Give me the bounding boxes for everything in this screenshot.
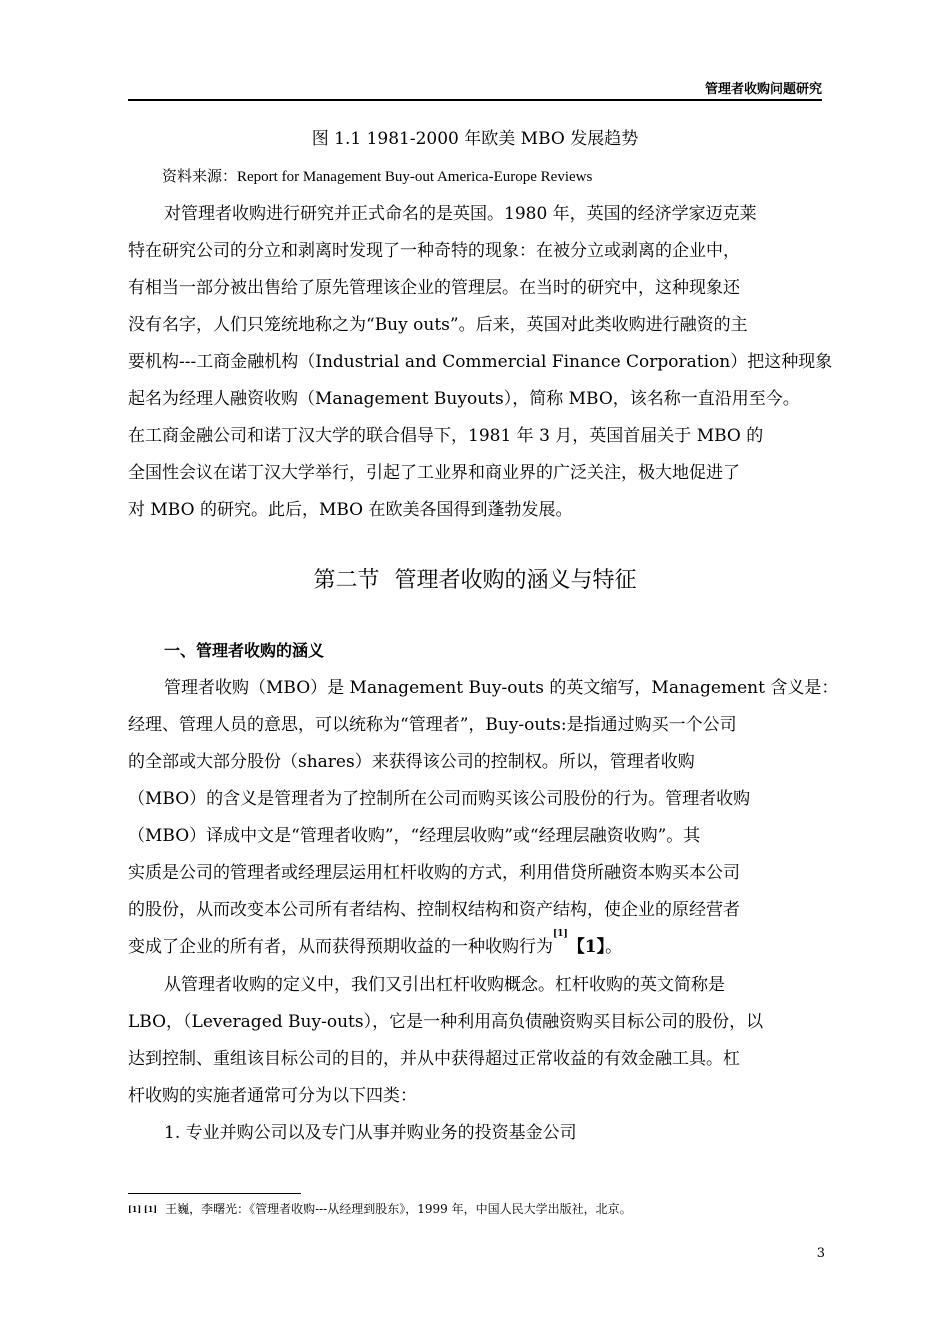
footnote-mark: [1] [1]	[128, 1204, 158, 1214]
text-line: 没有名字，人们只笼统地称之为“Buy outs”。后来，英国对此类收购进行融资的主	[128, 315, 748, 335]
text-line: 全国性会议在诺丁汉大学举行，引起了工业界和商业界的广泛关注，极大地促进了	[128, 463, 740, 483]
footnote-reference[interactable]: [1]	[553, 929, 568, 939]
text-line: 起名为经理人融资收购（Management Buyouts），简称 MBO，该名称一直沿用至今。	[128, 389, 800, 409]
text-fragment: 。	[605, 937, 623, 957]
text-line: 从管理者收购的定义中，我们又引出杠杆收购概念。杠杆收购的英文简称是	[164, 975, 725, 995]
footnote	[128, 1200, 632, 1218]
page-number: 3	[816, 1246, 825, 1261]
text-line: 对 MBO 的研究。此后，MBO 在欧美各国得到蓬勃发展。	[128, 500, 573, 520]
footnote-rule	[128, 1193, 301, 1194]
list-item: 1. 专业并购公司以及专门从事并购业务的投资基金公司	[164, 1123, 577, 1143]
text-line: 杆收购的实施者通常可分为以下四类：	[128, 1086, 417, 1106]
text-fragment: 变成了企业的所有者，从而获得预期收益的一种收购行为	[128, 937, 553, 957]
text-line: 达到控制、重组该目标公司的目的，并从中获得超过正常收益的有效金融工具。杠	[128, 1049, 740, 1069]
text-line: 特在研究公司的分立和剥离时发现了一种奇特的现象：在被分立或剥离的企业中，	[128, 241, 740, 261]
section-title: 第二节 管理者收购的涵义与特征	[313, 568, 637, 593]
text-line: 的股份，从而改变本公司所有者结构、控制权结构和资产结构，使企业的原经营者	[128, 900, 740, 920]
text-line: 在工商金融公司和诺丁汉大学的联合倡导下，1981 年 3 月，英国首届关于 MBO 的	[128, 426, 764, 446]
text-line: 经理、管理人员的意思，可以统称为“管理者”，Buy-outs:是指通过购买一个公司	[128, 715, 737, 735]
text-line: 的全部或大部分股份（shares）来获得该公司的控制权。所以，管理者收购	[128, 752, 695, 772]
text-line: （MBO）译成中文是“管理者收购”，“经理层收购”或“经理层融资收购”。其	[128, 826, 701, 846]
text-line-with-citation	[128, 929, 826, 966]
paragraph-mbo-definition	[128, 670, 839, 966]
text-line: （MBO）的含义是管理者为了控制所在公司而购买该公司股份的行为。管理者收购	[128, 789, 751, 809]
figure-source: 资料来源：Report for Management Buy-out America-Europe Reviews	[162, 169, 593, 185]
text-line: LBO，（Leveraged Buy-outs），它是一种利用高负债融资购买目标公司的股份，以	[128, 1012, 764, 1032]
running-head: 管理者收购问题研究	[704, 82, 822, 97]
text-line: 有相当一部分被出售给了原先管理该企业的管理层。在当时的研究中，这种现象还	[128, 278, 740, 298]
text-line: 对管理者收购进行研究并正式命名的是英国。1980 年，英国的经济学家迈克莱	[164, 204, 757, 224]
header-rule	[128, 99, 822, 101]
paragraph-lbo	[128, 967, 826, 1152]
text-line: 实质是公司的管理者或经理层运用杠杆收购的方式，利用借贷所融资本购买本公司	[128, 863, 740, 883]
subsection-title: 一、管理者收购的涵义	[164, 641, 325, 660]
figure-caption: 图 1.1 1981-2000 年欧美 MBO 发展趋势	[311, 129, 639, 149]
paragraph-mbo-history	[128, 196, 833, 529]
text-line: 要机构---工商金融机构（Industrial and Commercial Finance Corporation）把这种现象	[128, 352, 833, 372]
text-line: 管理者收购（MBO）是 Management Buy-outs 的英文缩写，Management 含义是：	[164, 678, 839, 698]
citation-reference: 【1】	[567, 937, 606, 957]
footnote-text: 王巍，李曙光：《管理者收购---从经理到股东》，1999 年，中国人民大学出版社，北京。	[165, 1202, 632, 1216]
